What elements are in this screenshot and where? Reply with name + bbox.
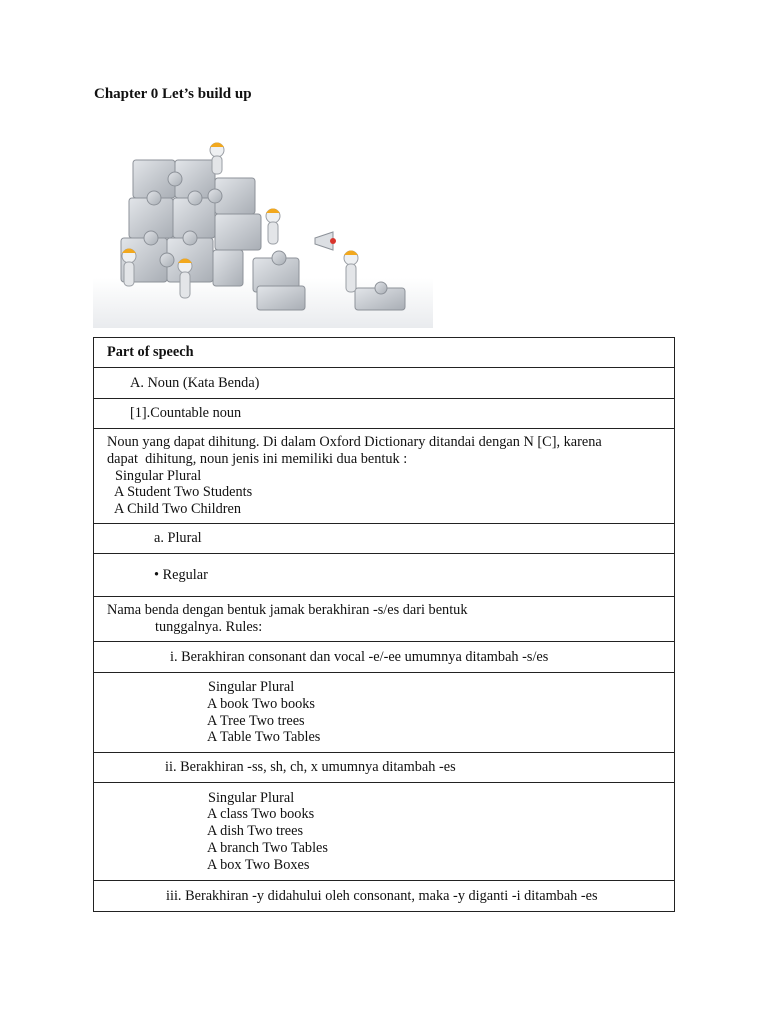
example-line: A Child Two Children (114, 501, 242, 518)
table-row (94, 554, 675, 597)
regular-desc-line: tunggalnya. Rules: (155, 619, 263, 635)
example-line: A class Two books (207, 806, 315, 823)
table-header: Part of speech (94, 338, 675, 368)
regular-desc-line: Nama benda dengan bentuk jamak berakhiran -s/es dari bentuk (107, 602, 468, 619)
table-row (94, 338, 675, 368)
noun-heading: A. Noun (Kata Benda) (94, 368, 675, 399)
countable-noun-cell (94, 429, 675, 524)
rule-ii: ii. Berakhiran -ss, sh, ch, x umumnya ditambah -es (94, 753, 675, 783)
table-row (94, 597, 675, 642)
puzzle-builders-illustration (93, 138, 433, 328)
example-line: A box Two Boxes (207, 856, 310, 873)
table-row (94, 368, 675, 399)
rule-i: i. Berakhiran consonant dan vocal -e/-ee umumnya ditambah -s/es (94, 642, 675, 673)
regular-description-cell (94, 597, 675, 642)
regular-heading: • Regular (94, 554, 675, 597)
plural-heading: a. Plural (94, 524, 675, 554)
table-row (94, 524, 675, 554)
example-line: Singular Plural (115, 467, 202, 484)
rule-iii: iii. Berakhiran -y didahului oleh consonant, maka -y diganti -i ditambah -es (94, 881, 675, 912)
table-row (94, 753, 675, 783)
example-line: Singular Plural (208, 789, 295, 806)
example-line: A branch Two Tables (207, 839, 328, 856)
countable-noun-heading: [1].Countable noun (94, 399, 675, 429)
example-line: A Student Two Students (114, 484, 253, 501)
rule-ii-examples-cell (94, 783, 675, 881)
chapter-title: Chapter 0 Let’s build up (94, 86, 252, 102)
example-line: A book Two books (207, 695, 315, 712)
table-row (94, 783, 675, 881)
part-of-speech-table (93, 337, 675, 912)
table-row (94, 399, 675, 429)
countable-desc-line: Noun yang dapat dihitung. Di dalam Oxford Dictionary ditandai dengan N [C], karena (107, 434, 602, 450)
countable-desc-line: dapat dihitung, noun jenis ini memiliki dua bentuk : (107, 450, 408, 467)
example-line: A Table Two Tables (207, 729, 321, 746)
example-line: A dish Two trees (207, 823, 304, 840)
table-row (94, 881, 675, 912)
table-row (94, 673, 675, 753)
example-line: Singular Plural (208, 678, 295, 695)
example-line: A Tree Two trees (207, 712, 305, 729)
table-row (94, 642, 675, 673)
rule-i-examples-cell (94, 673, 675, 753)
table-row (94, 429, 675, 524)
